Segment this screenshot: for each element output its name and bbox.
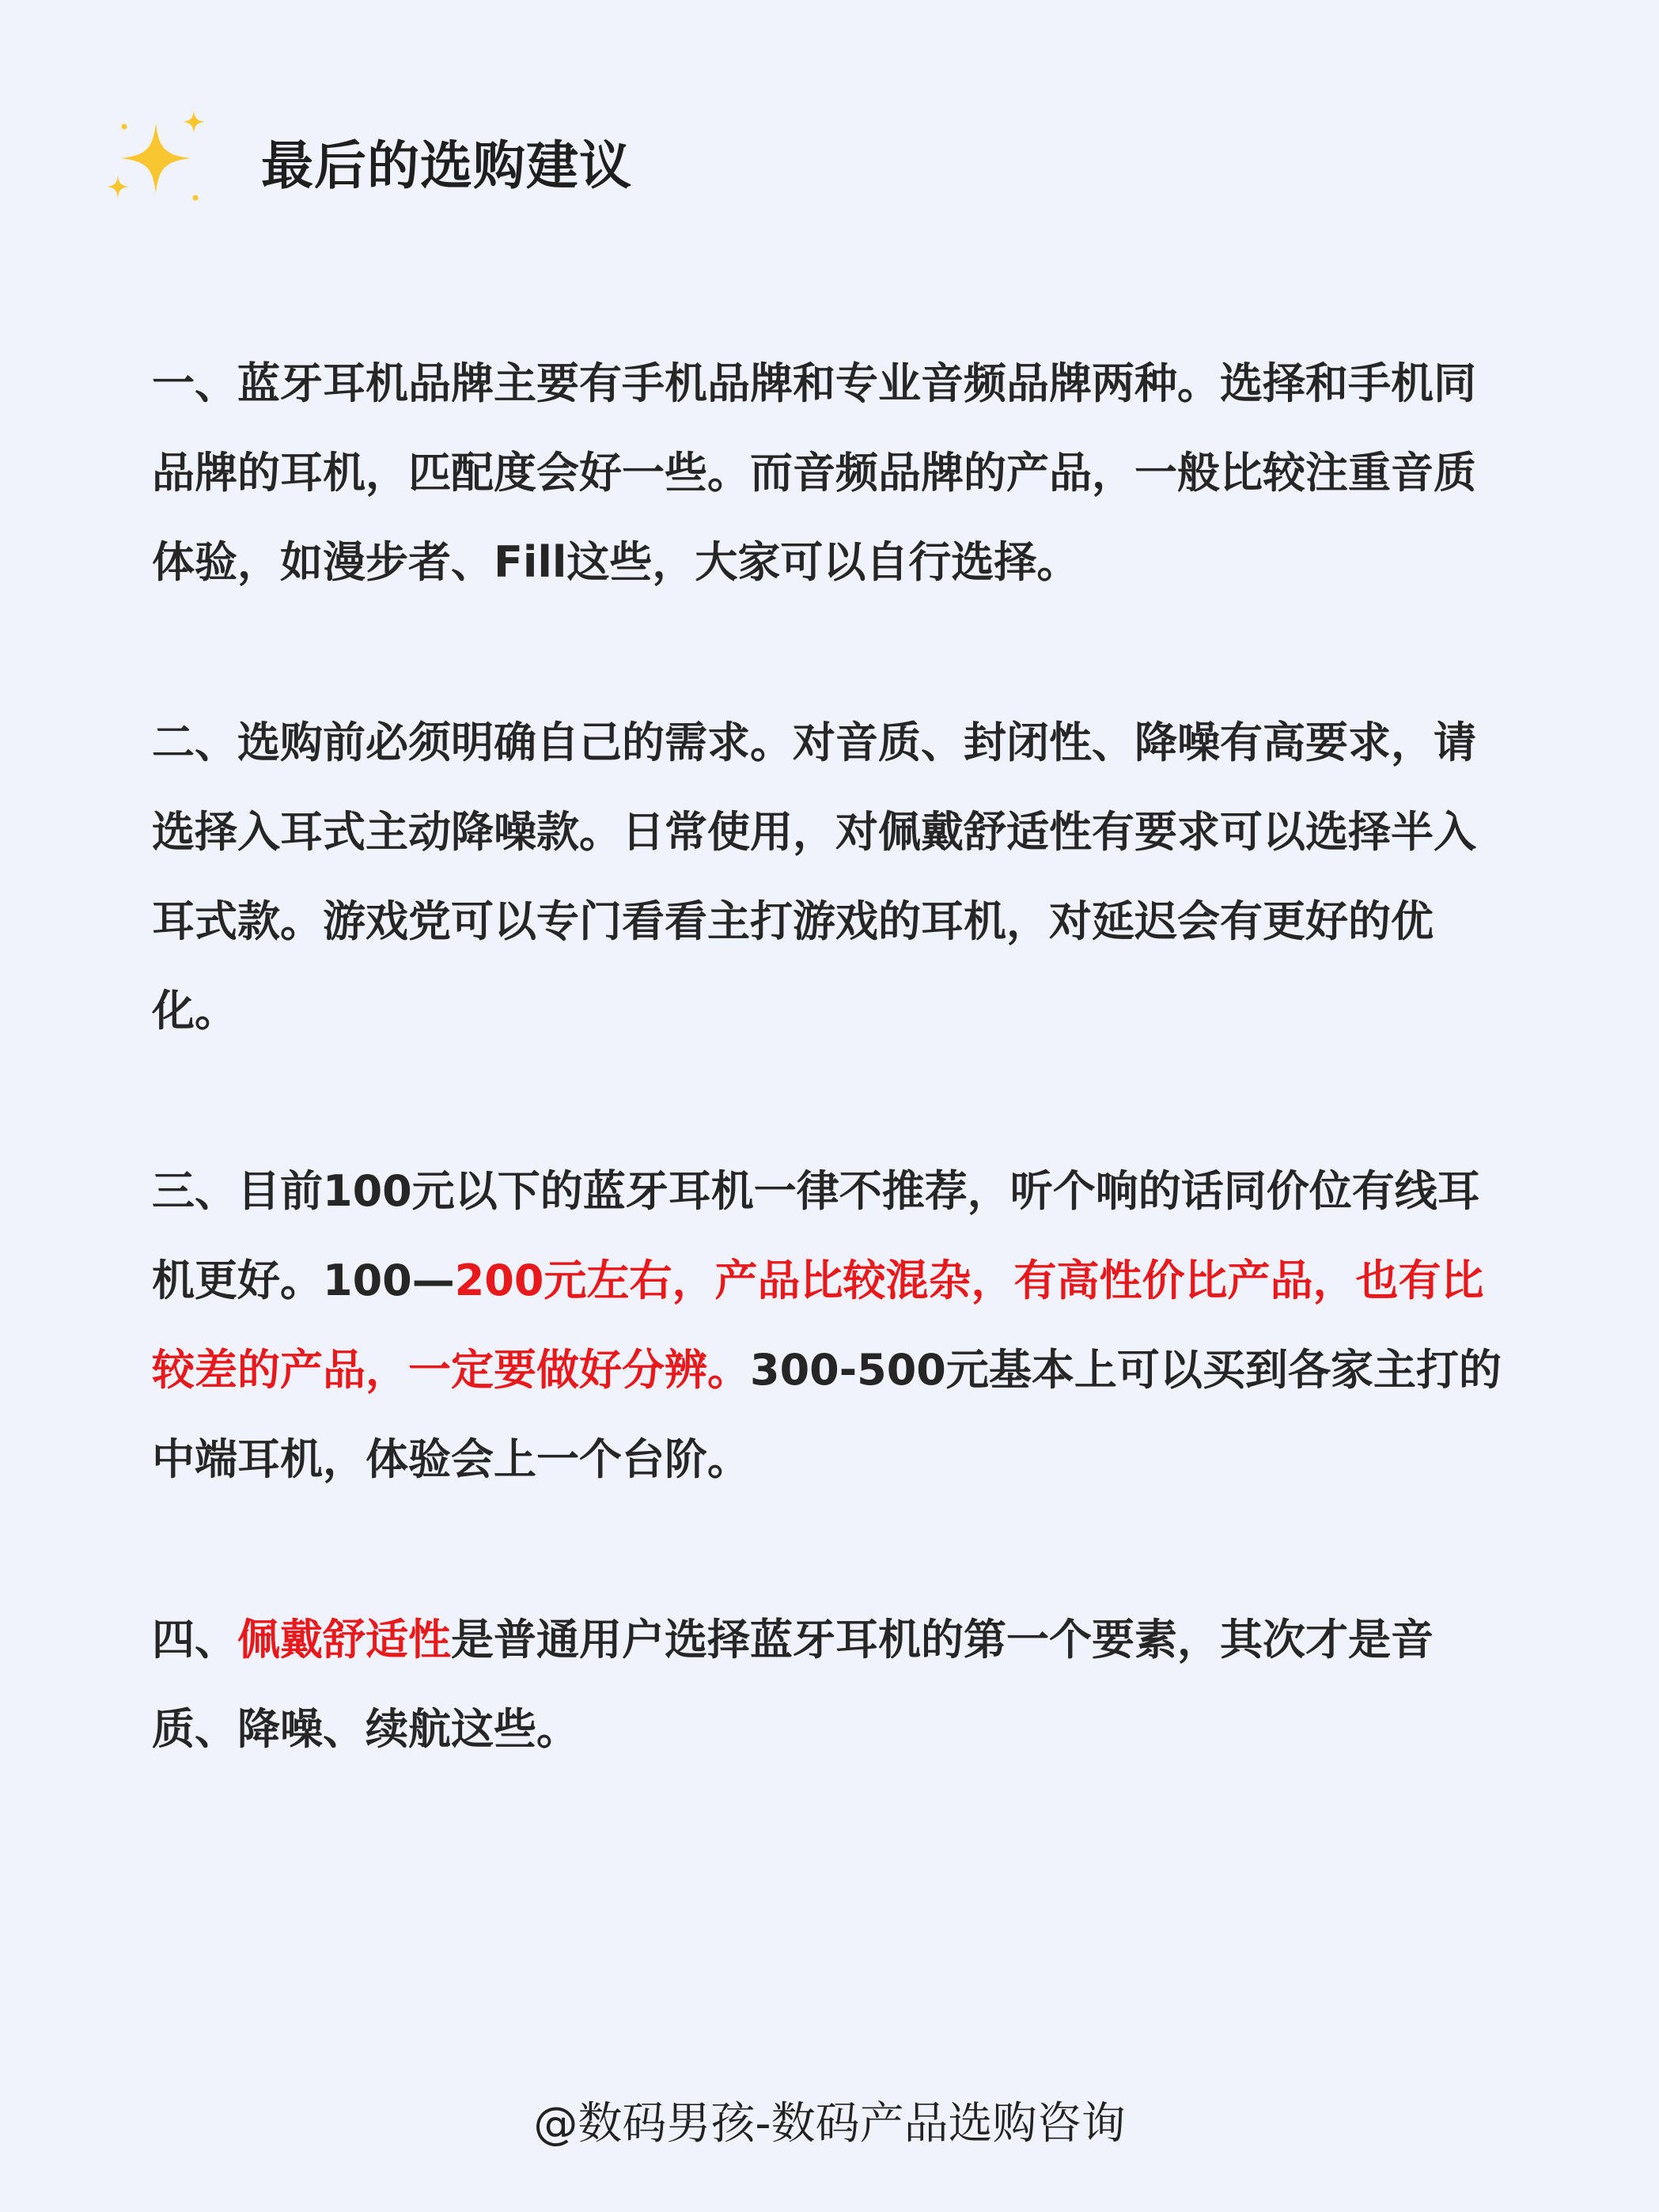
paragraph-1-text: 一、蓝牙耳机品牌主要有手机品牌和专业音频品牌两种。选择和手机同品牌的耳机，匹配度会好一些。而音频品牌的产品，一般比较注重音质体验，如漫步者、Fill这些，大家可以自行选择。: [152, 358, 1476, 587]
paragraph-4: [152, 1595, 1513, 1774]
article-body: [152, 339, 1513, 1865]
footer-credit: @数码男孩-数码产品选购咨询: [533, 2098, 1126, 2150]
paragraph-3-highlight: 200元左右，产品比较混杂，有高性价比产品，也有比较差的产品，一定要做好分辨。: [152, 1256, 1484, 1395]
page-title: 最后的选购建议: [261, 134, 632, 196]
paragraph-4-text-before: 四、: [152, 1615, 237, 1665]
paragraph-2: [152, 698, 1513, 1055]
paragraph-3-text-before: 三、目前100元以下的蓝牙耳机一律不推荐，听个响的话同价位有线耳机更好。100—: [152, 1166, 1480, 1305]
paragraph-3-text-after: 300-500元基本上可以买到各家主打的中端耳机，体验会上一个台阶。: [152, 1345, 1502, 1484]
header: [107, 109, 632, 212]
paragraph-1: [152, 339, 1513, 607]
paragraph-3: [152, 1146, 1513, 1504]
paragraph-2-text: 二、选购前必须明确自己的需求。对音质、封闭性、降噪有高要求，请选择入耳式主动降噪款。日常使用，对佩戴舒适性有要求可以选择半入耳式款。游戏党可以专门看看主打游戏的耳机，对延迟会有更好的优化。: [152, 718, 1476, 1036]
paragraph-4-text-after: 是普通用户选择蓝牙耳机的第一个要素，其次才是音质、降噪、续航这些。: [152, 1615, 1434, 1754]
paragraph-4-highlight: 佩戴舒适性: [237, 1615, 451, 1665]
sparkles-icon: [107, 109, 210, 212]
